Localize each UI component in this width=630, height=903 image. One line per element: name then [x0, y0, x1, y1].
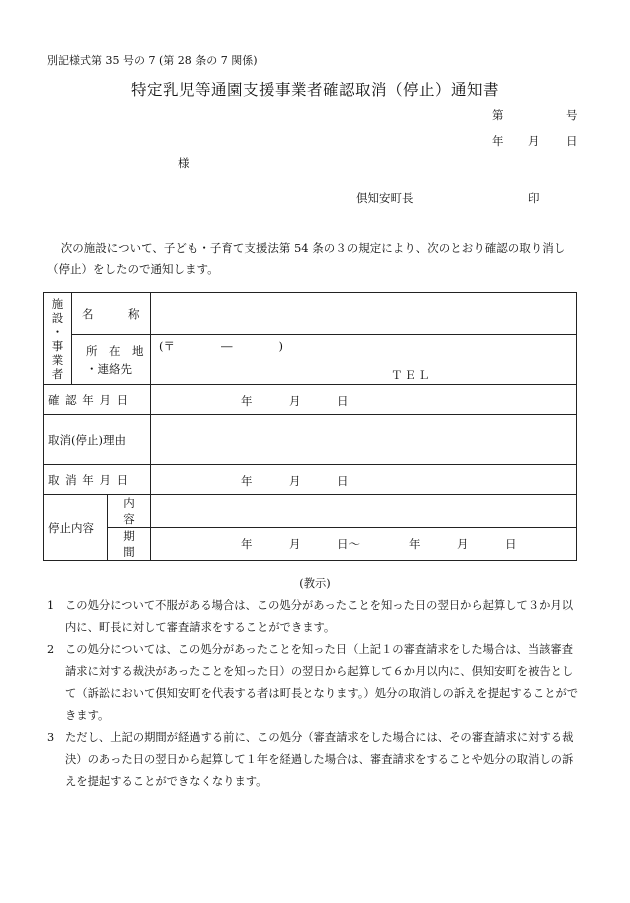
suspension-content-label: 内 容: [108, 495, 151, 528]
confirm-date-label: 確 認 年 月 日: [44, 385, 151, 415]
name-field[interactable]: [151, 293, 577, 335]
name-label: 名 称: [72, 293, 151, 335]
addressee-suffix: 様: [178, 156, 190, 170]
instruction-item-2: 2 この処分については、この処分があったことを知った日（上記１の審査請求をした場合は、当該審査請求に対する裁決があったことを知った日）の翌日から起算して６か月以内に、倶知安町を被告として（訴訟において倶知安町を代表する者は町長となります。）処分の取消しの訴えを提起することができます。: [47, 643, 579, 722]
reason-label: 取消(停止)理由: [44, 415, 151, 465]
form-number: 別記様式第 35 号の 7 (第 28 条の 7 関係): [47, 54, 258, 67]
reason-field[interactable]: [151, 415, 577, 465]
postal-open: (〒: [159, 339, 175, 353]
facility-operator-label: 施 設 ・ 事 業 者: [44, 293, 72, 385]
notice-table: [43, 292, 577, 561]
date-day: 日: [566, 134, 578, 148]
confirm-date-field[interactable]: 年 月 日: [151, 385, 577, 415]
instructions-heading: (教示): [299, 577, 331, 590]
document-number-suffix: 号: [566, 108, 578, 122]
tel-label: ＴＥＬ: [391, 368, 432, 382]
suspension-label: 停止内容: [44, 495, 108, 561]
postal-dash: ―: [221, 339, 233, 353]
address-contact-label: 所 在 地 ・連絡先: [72, 335, 151, 385]
date-month: 月: [528, 134, 540, 148]
instruction-item-1: 1 この処分について不服がある場合は、この処分があったことを知った日の翌日から起算して３か月以内に、町長に対して審査請求をすることができます。: [47, 599, 574, 634]
postal-close: ): [278, 339, 283, 353]
sender-name: 倶知安町長: [356, 191, 414, 205]
cancel-date-field[interactable]: 年 月 日: [151, 465, 577, 495]
address-contact-field[interactable]: [151, 335, 577, 385]
document-number-prefix: 第: [492, 108, 504, 122]
cancel-date-label: 取 消 年 月 日: [44, 465, 151, 495]
instruction-item-3: 3 ただし、上記の期間が経過する前に、この処分（審査請求をした場合には、その審査請求に対する裁決）のあった日の翌日から起算して１年を経過した場合は、審査請求をすることや処分の取消しの訴えを提起することができなくなります。: [47, 731, 574, 788]
notice-body-text: 次の施設について、子ども・子育て支援法第 54 条の３の規定により、次のとおり確認の取り消し（停止）をしたので通知します。: [47, 241, 566, 276]
date-year: 年: [492, 134, 504, 148]
suspension-period-field[interactable]: 年 月 日～ 年 月 日: [151, 528, 577, 561]
document-title: 特定乳児等通園支援事業者確認取消（停止）通知書: [130, 81, 499, 99]
instructions-section: [47, 573, 583, 793]
suspension-period-label: 期 間: [108, 528, 151, 561]
seal-mark: 印: [528, 191, 540, 205]
suspension-content-field[interactable]: [151, 495, 577, 528]
